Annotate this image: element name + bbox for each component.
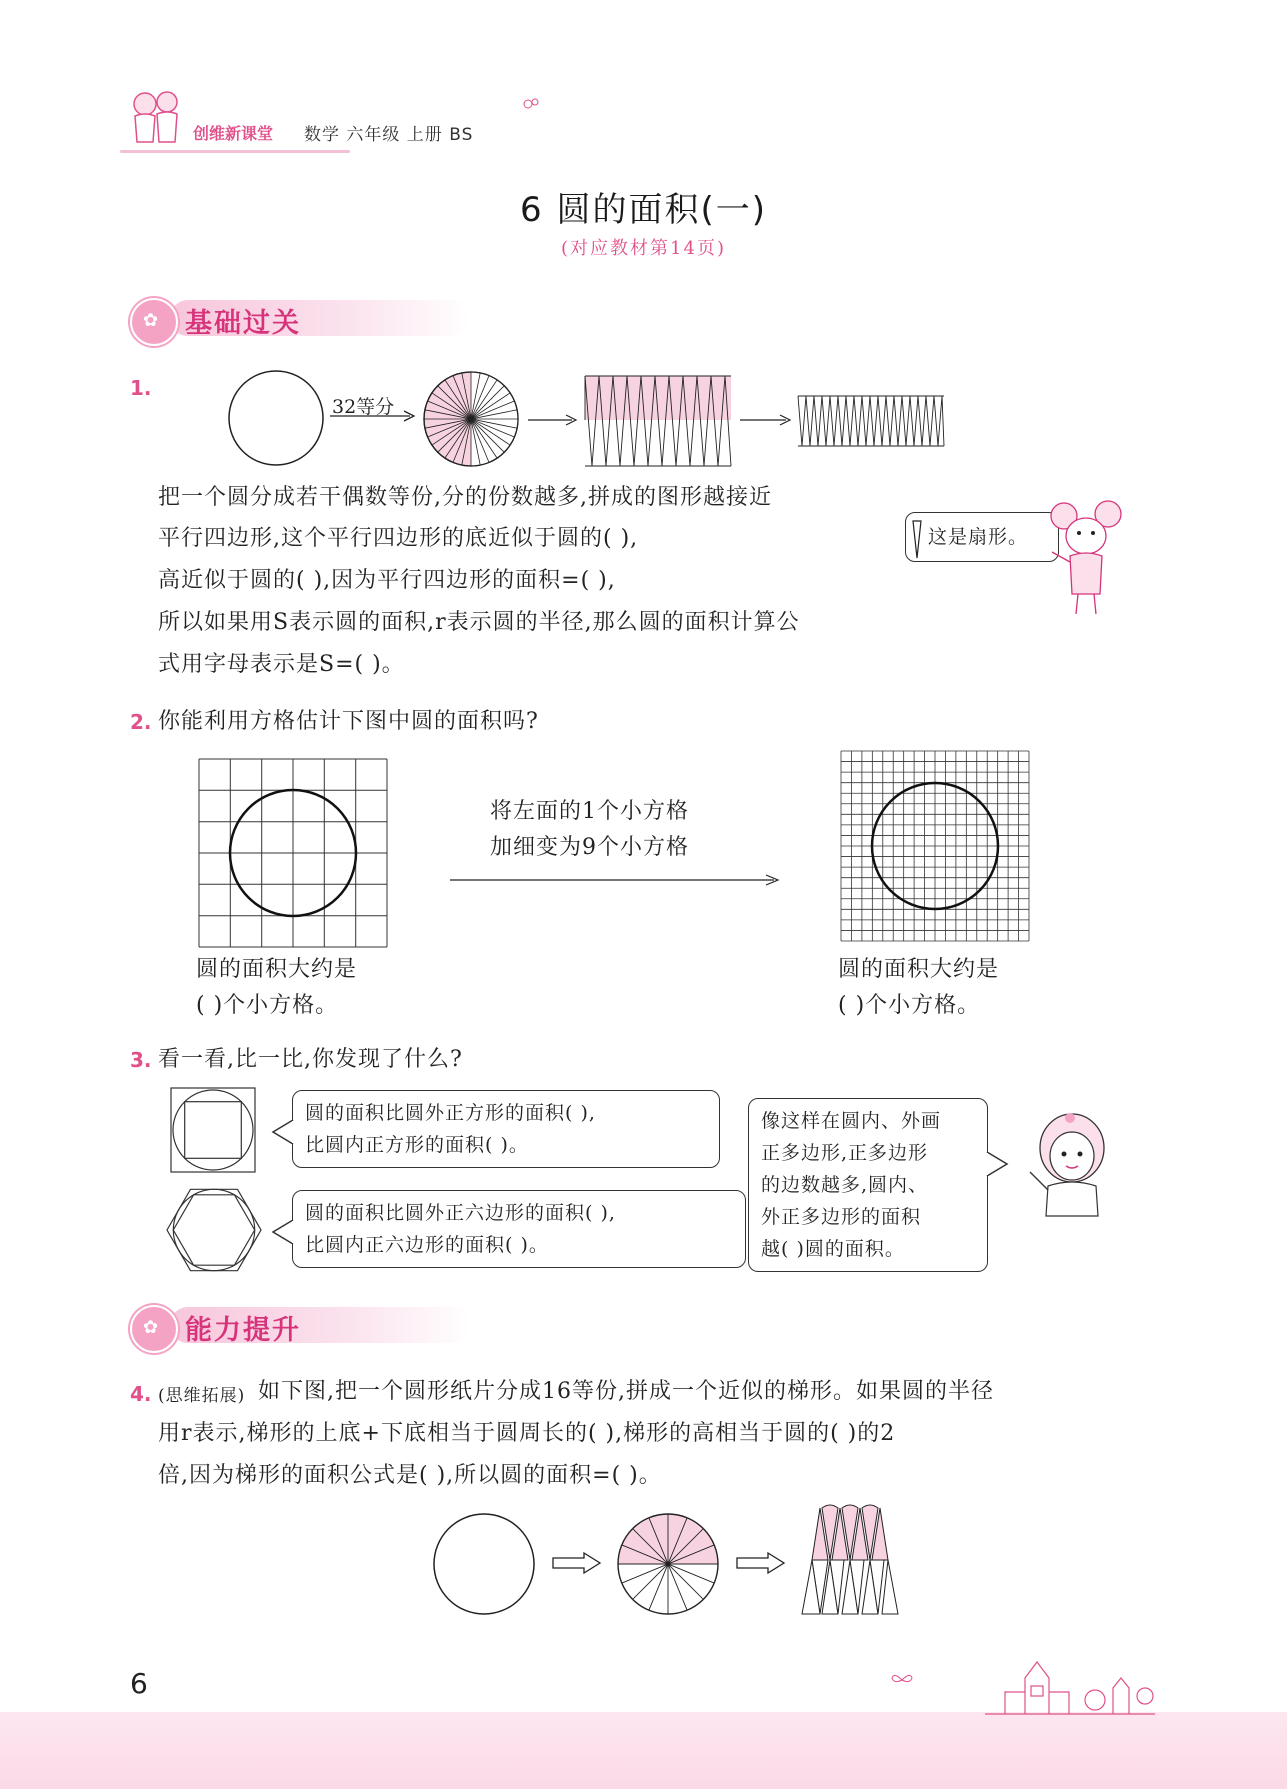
section-badge-icon: ✿ <box>130 1305 178 1353</box>
q3-bubble-hexagon-line-2: 比圆内正六边形的面积( )。 <box>305 1234 549 1256</box>
section-basic <box>130 298 490 338</box>
q1-line-4: 所以如果用S表示圆的面积,r表示圆的半径,那么圆的面积计算公 <box>158 610 800 635</box>
q2-right-caption-2: ( )个小方格。 <box>838 993 981 1018</box>
q1-zigzag-narrow <box>796 394 946 448</box>
q1-arrow-1 <box>330 410 416 422</box>
q1-line-3: 高近似于圆的( ),因为平行四边形的面积=( ), <box>158 568 616 593</box>
q4-circle-plain <box>432 1512 536 1616</box>
q1-bubble-text: 这是扇形。 <box>928 526 1029 548</box>
header-brand: 创维新课堂 <box>193 124 274 143</box>
page-subtitle: (对应教材第14页) <box>561 238 726 259</box>
q2-left-caption-1: 圆的面积大约是 <box>196 957 358 982</box>
sector-icon <box>912 520 922 560</box>
q3-bubble-conclusion-tail <box>985 1150 1009 1180</box>
q1-circle-32-sectors <box>422 370 520 468</box>
q2-grid-coarse <box>198 758 388 948</box>
q2-right-caption-1: 圆的面积大约是 <box>838 957 1000 982</box>
q4-circle-16-sectors <box>616 1512 720 1616</box>
q1-arrow-2 <box>528 414 578 426</box>
page-number: 6 <box>130 1667 148 1700</box>
q3-conclusion-line-2: 正多边形,正多边形 <box>761 1142 929 1164</box>
q3-conclusion-line-1: 像这样在圆内、外画 <box>761 1110 942 1132</box>
q4-line-3: 倍,因为梯形的面积公式是( ),所以圆的面积=( )。 <box>158 1463 662 1488</box>
q2-grid-fine <box>840 750 1030 942</box>
q4-tag: (思维拓展) <box>158 1386 246 1406</box>
q1-line-5: 式用字母表示是S=( )。 <box>158 652 405 677</box>
kids-logo-icon <box>125 86 185 146</box>
q4-line-1: 如下图,把一个圆形纸片分成16等份,拼成一个近似的梯形。如果圆的半径 <box>258 1379 994 1404</box>
q4-trapezoid <box>800 1502 900 1618</box>
section-advanced-title: 能力提升 <box>185 1315 301 1346</box>
page-title: 6 圆的面积(一) <box>520 190 767 230</box>
q3-bubble-hexagon-tail <box>271 1218 295 1248</box>
q1-circle-plain <box>226 368 326 468</box>
q1-number: 1. <box>130 376 152 400</box>
q3-bubble-conclusion <box>748 1098 988 1272</box>
q4-hollow-arrow-1 <box>552 1552 602 1574</box>
q4-number: 4. <box>130 1382 152 1406</box>
castle-decoration-icon <box>985 1648 1155 1716</box>
q3-square-circle <box>170 1087 256 1173</box>
section-badge-icon: ✿ <box>130 298 178 346</box>
q4-line-2: 用r表示,梯形的上底+下底相当于圆周长的( ),梯形的高相当于圆的( )的2 <box>158 1421 896 1446</box>
q3-question: 看一看,比一比,你发现了什么? <box>158 1047 463 1072</box>
q4-hollow-arrow-2 <box>736 1552 786 1574</box>
q2-left-caption-2: ( )个小方格。 <box>196 993 339 1018</box>
q3-bubble-square-tail <box>271 1118 295 1148</box>
header-subtitle: 数学 六年级 上册 BS <box>304 125 474 145</box>
footer-band <box>0 1712 1287 1789</box>
mouse-mascot-icon <box>1048 500 1126 618</box>
q2-middle-line-1: 将左面的1个小方格 <box>490 799 689 824</box>
q3-bubble-square-line-2: 比圆内正方形的面积( )。 <box>305 1134 529 1156</box>
q3-hexagon-circle <box>165 1185 263 1275</box>
q1-zigzag-wide <box>583 374 733 466</box>
q1-line-2: 平行四边形,这个平行四边形的底近似于圆的( ), <box>158 526 639 551</box>
header-underline <box>120 150 350 153</box>
flower-icon <box>522 96 542 112</box>
q3-bubble-hexagon-line-1: 圆的面积比圆外正六边形的面积( ), <box>305 1202 616 1224</box>
q3-bubble-square <box>292 1090 720 1168</box>
q3-conclusion-line-4: 外正多边形的面积 <box>761 1206 922 1228</box>
q1-line-1: 把一个圆分成若干偶数等份,分的份数越多,拼成的图形越接近 <box>158 485 772 510</box>
q2-number: 2. <box>130 710 152 734</box>
butterfly-icon <box>890 1672 914 1688</box>
q2-question: 你能利用方格估计下图中圆的面积吗? <box>158 709 539 734</box>
q3-number: 3. <box>130 1048 152 1072</box>
section-basic-title: 基础过关 <box>185 308 301 339</box>
q1-arrow-3 <box>740 414 792 426</box>
q2-middle-line-2: 加细变为9个小方格 <box>490 835 689 860</box>
section-advanced <box>130 1305 490 1345</box>
q3-bubble-hexagon <box>292 1190 746 1268</box>
q3-conclusion-line-3: 的边数越多,圆内、 <box>761 1174 929 1196</box>
q3-conclusion-line-5: 越( )圆的面积。 <box>761 1238 905 1260</box>
q1-speech-bubble <box>905 512 1059 562</box>
q1-arrow-label: 32等分 <box>332 396 395 418</box>
q3-bubble-square-line-1: 圆的面积比圆外正方形的面积( ), <box>305 1102 596 1124</box>
girl-mascot-icon <box>1020 1110 1120 1220</box>
q2-arrow <box>450 874 780 886</box>
